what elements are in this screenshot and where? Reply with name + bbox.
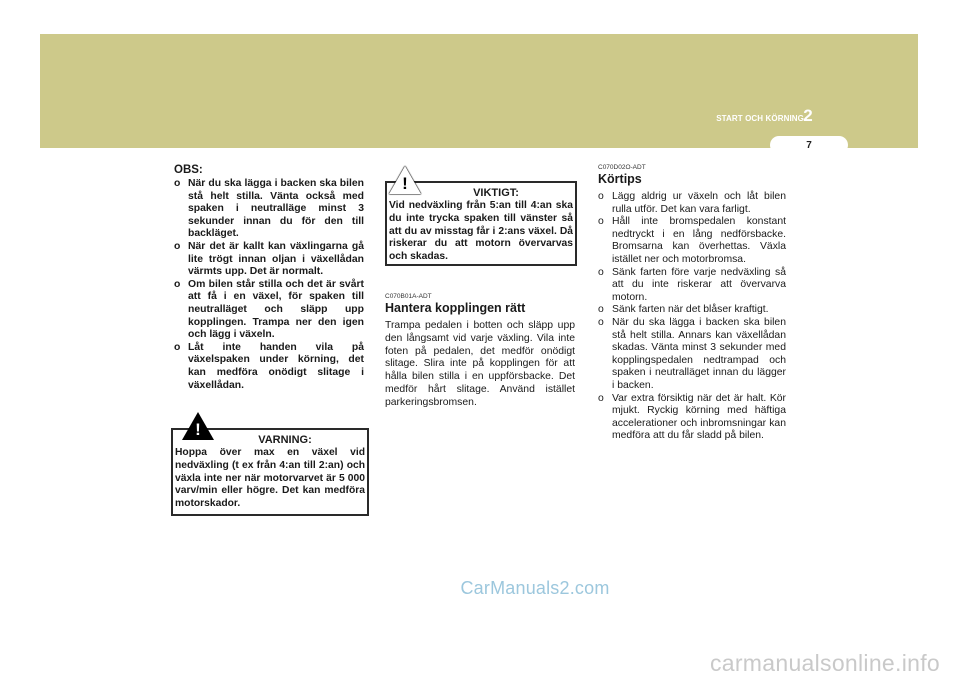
list-item: [174, 178, 364, 241]
warning-symbol: !: [195, 420, 201, 439]
section-title: Hantera kopplingen rätt: [385, 301, 526, 315]
section-title: Körtips: [598, 172, 642, 186]
bullet-mark: o: [598, 304, 604, 316]
list-item: [598, 267, 786, 305]
list-item-text: Var extra försiktig när det är halt. Kör mjukt. Ryckig körning med häftiga accelerationer och inbromsningar kan medföra att du får sladd på bilen.: [612, 392, 786, 442]
kortips-section: [598, 164, 786, 443]
list-item-text: Sänk farten före varje nedväxling så att du inte riskerar att övervarva motorn.: [612, 266, 786, 303]
varning-text: Hoppa över max en växel vid nedväxling (t ex från 4:an till 2:an) och växla inte ner när motorvarvet är 5 000 varv/min eller högre. Det kan medföra motorskador.: [175, 447, 365, 510]
bullet-mark: o: [598, 266, 604, 278]
warning-triangle-icon: [389, 166, 421, 194]
watermark-link[interactable]: CarManuals2.com: [460, 578, 610, 598]
list-item: [174, 279, 364, 342]
list-item-text: Om bilen står stilla och det är svårt att få i en växel, för spaken till neutralläget och släpp upp kopplingen. Trampa ner den igen och lägg i växeln.: [188, 278, 364, 341]
section-code: C070D02O-ADT: [598, 164, 646, 171]
list-item-text: När du ska lägga i backen ska bilen stå helt stilla. Vänta också med spaken i neutralläge minst 3 sekunder innan du för den till backläget.: [188, 178, 364, 240]
bullet-mark: o: [598, 191, 604, 202]
section-code: C070B01A-ADT: [385, 293, 432, 300]
list-item: [598, 393, 786, 443]
bullet-mark: o: [598, 316, 604, 328]
warning-triangle-icon: [182, 412, 214, 440]
watermark-footer: carmanualsonline.info: [709, 650, 940, 676]
chapter-title: START OCH KÖRNING: [716, 114, 804, 123]
warning-symbol: !: [402, 174, 408, 193]
bullet-mark: o: [174, 240, 181, 252]
list-item: [598, 317, 786, 393]
chapter-number: 2: [803, 106, 813, 125]
bullet-mark: o: [598, 216, 604, 228]
section-text: Trampa pedalen i botten och släpp upp den långsamt vid varje växling. Vila inte foten på pedalen, det medför onödigt slitage. Slira inte på kopplingen för att hålla bilen stilla i en uppförsbacke. Det medför hårt slitage. Använd istället parkeringsbromsen.: [385, 320, 575, 408]
list-item: [174, 241, 364, 279]
list-item-text: Håll inte bromspedalen konstant nedtryckt i en lång nedförsbacke. Bromsarna kan överhettas. Växla istället ner och motorbromsa.: [612, 216, 786, 265]
obs-title: OBS:: [174, 164, 203, 176]
obs-list: [174, 178, 364, 392]
list-item-text: Sänk farten när det blåser kraftigt.: [612, 304, 769, 316]
list-item: [598, 216, 786, 266]
list-item-text: Lägg aldrig ur växeln och låt bilen rulla utför. Det kan vara farligt.: [612, 191, 786, 215]
list-item: [174, 342, 364, 392]
obs-section: [174, 164, 364, 392]
list-item-text: När du ska lägga i backen ska bilen stå helt stilla. Annars kan växellådan skadas. Vänta minst 3 sekunder med kopplingspedalen nedtrampad och spaken i neutralläget innan du lägger i backen.: [612, 316, 786, 391]
kortips-list: [598, 191, 786, 443]
page-number: 7: [806, 140, 812, 151]
varning-box: [171, 428, 369, 516]
header-band: [40, 34, 918, 148]
koppling-section: [385, 293, 575, 410]
viktigt-text: Vid nedväxling från 5:an till 4:an ska du inte trycka spaken till vänster så att du av misstag får i 2:ans växel. Då riskerar du att motorn övervarvas och skadas.: [389, 200, 573, 263]
list-item-text: När det är kallt kan växlingarna gå lite trögt innan oljan i växellådan värmts upp. Det är normalt.: [188, 240, 364, 278]
varning-title: VARNING:: [258, 434, 312, 446]
bullet-mark: o: [598, 392, 604, 404]
bullet-mark: o: [174, 341, 181, 353]
list-item-text: Låt inte handen vila på växelspaken under körning, det kan medföra onödigt slitage i växellådan.: [188, 341, 364, 391]
bullet-mark: o: [174, 278, 181, 290]
list-item: [598, 304, 786, 317]
bullet-mark: o: [174, 178, 181, 189]
list-item: [598, 191, 786, 216]
viktigt-title: VIKTIGT:: [473, 187, 519, 199]
